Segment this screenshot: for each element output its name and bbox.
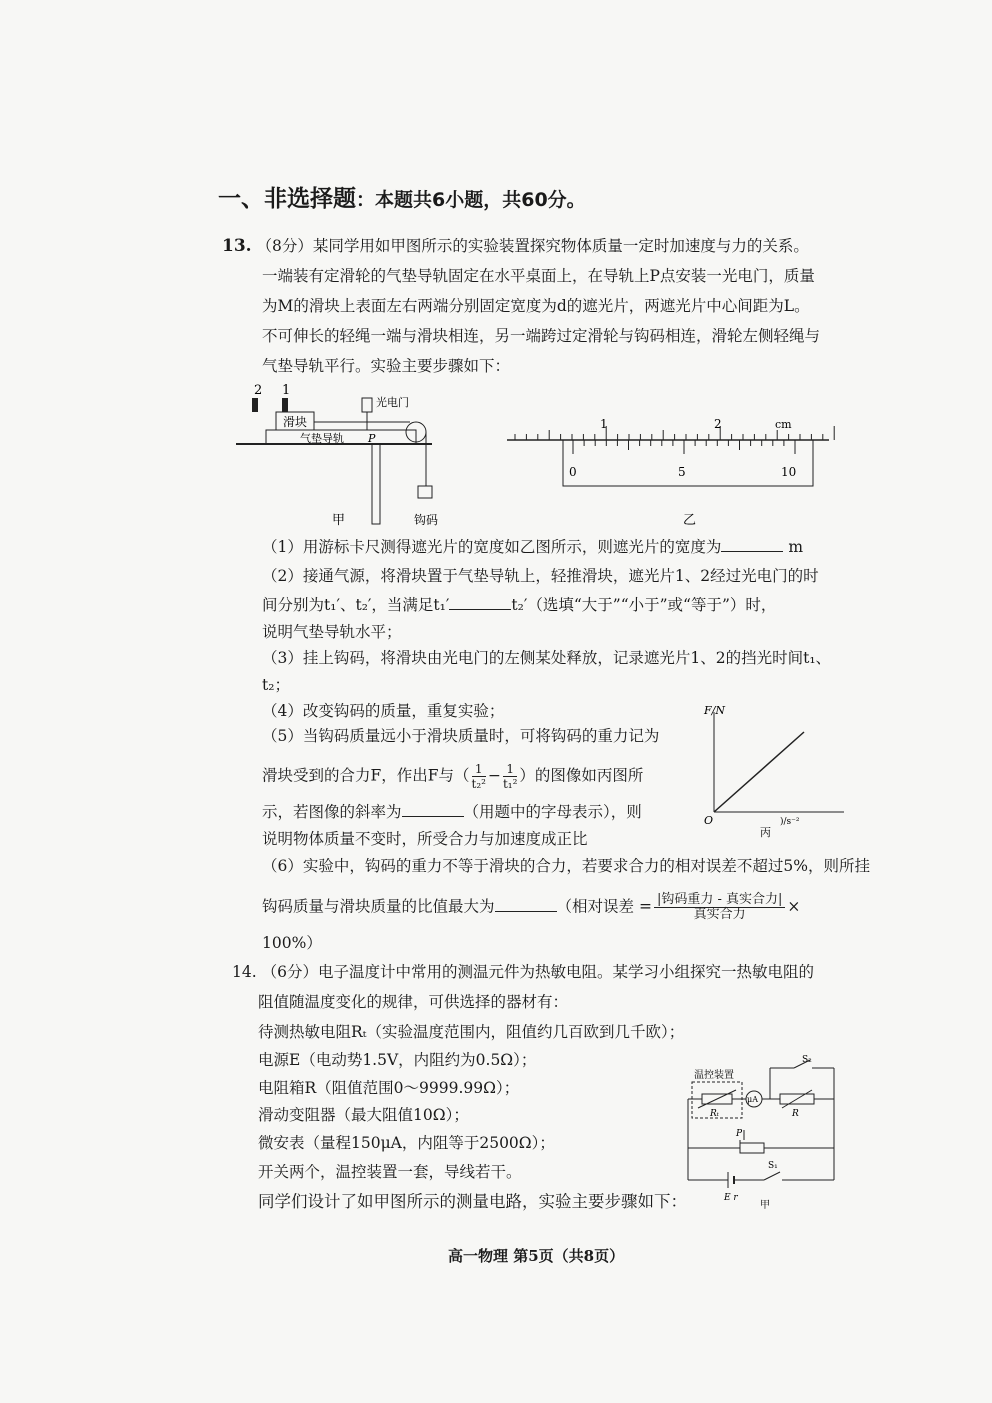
vernier-main-1: 1 xyxy=(600,417,608,431)
step-5c-pre: 示，若图像的斜率为 xyxy=(262,803,402,821)
shutter-2 xyxy=(252,398,258,412)
circuit-p: P xyxy=(736,1129,743,1139)
circuit-e: E r xyxy=(724,1193,738,1203)
q14-text-4: 电源E（电动势1.5V，内阻约为0.5Ω）； xyxy=(258,1051,537,1069)
answer-blank-3[interactable] xyxy=(402,802,464,817)
fraction-1-over-t1: $\frac{1}{\text{t₁²}}$ xyxy=(502,762,518,791)
vernier-unit: cm xyxy=(775,418,792,431)
q13-points: （8分） xyxy=(256,237,313,255)
step-6b-mid: （相对误差 = xyxy=(556,897,652,916)
q13-step-6a: （6）实验中，钩码的重力不等于滑块的合力，若要求合力的相对误差不超过5%，则所挂 xyxy=(262,857,870,875)
q13-step-6c: 100%） xyxy=(262,934,322,952)
q13-number: 13. xyxy=(222,236,252,256)
figure-yi-vernier xyxy=(505,410,835,530)
q13-step-6b xyxy=(262,893,800,922)
q14-number: 14. xyxy=(232,963,257,981)
photogate xyxy=(362,398,372,412)
graph-xlabel: )/s⁻² xyxy=(780,817,800,827)
step-1-text: （1）用游标卡尺测得遮光片的宽度如乙图所示，则遮光片的宽度为 xyxy=(262,538,722,556)
vernier-0: 0 xyxy=(569,465,577,479)
circuit-meter: μA xyxy=(747,1095,758,1104)
step-1-unit: m xyxy=(788,538,804,556)
q13-step-5d: 说明物体质量不变时，所受合力与加速度成正比 xyxy=(262,830,588,848)
step-5c-post: （用题中的字母表示），则 xyxy=(463,803,642,821)
q13-step-5b: 滑块受到的合力F，作出F与（ $\frac{1}{\text{t₂²}}$ − $\frac{1}{\text{t₁²}}$ ）的图像如丙图所 xyxy=(262,762,644,791)
fig-jia-point: P xyxy=(368,432,376,445)
vernier-scale-ticks xyxy=(573,440,795,454)
section-title xyxy=(218,180,586,213)
q14-text-5: 电阻箱R（阻值范围0～9999.99Ω）； xyxy=(258,1079,520,1097)
q14-text-1: 电子温度计中常用的测温元件为热敏电阻。某学习小组探究一热敏电阻的 xyxy=(317,963,814,981)
q14-text-7: 微安表（量程150μA，内阻等于2500Ω）； xyxy=(258,1134,555,1152)
graph-line xyxy=(714,732,804,812)
circuit-s1: S₁ xyxy=(768,1161,778,1171)
q13-line-1 xyxy=(222,236,809,256)
answer-blank-2[interactable] xyxy=(449,595,511,610)
q13-step-3a: （3）挂上钩码，将滑块由光电门的左侧某处释放，记录遮光片1、2的挡光时间t₁、 xyxy=(262,649,832,667)
q13-stem-4: 不可伸长的轻绳一端与滑块相连，另一端跨过定滑轮与钩码相连，滑轮左侧轻绳与 xyxy=(262,327,821,345)
q13-stem-3: 为M的滑块上表面左右两端分别固定宽度为d的遮光片，两遮光片中心间距为L。 xyxy=(262,297,810,315)
q14-text-3: 待测热敏电阻Rₜ（实验温度范围内，阻值约几百欧到几千欧）； xyxy=(258,1023,685,1041)
q13-step-2c: 说明气垫导轨水平； xyxy=(262,623,402,641)
vernier-main-2: 2 xyxy=(714,417,722,431)
circuit-rt: Rₜ xyxy=(710,1109,719,1119)
q13-step-4: （4）改变钩码的质量，重复实验； xyxy=(262,702,505,720)
figure-circuit xyxy=(684,1054,852,1210)
graph-caption: 丙 xyxy=(760,826,771,839)
answer-blank-1[interactable] xyxy=(721,537,783,552)
fraction-1-over-t2: $\frac{1}{\text{t₂²}}$ xyxy=(471,762,486,791)
vernier-slider xyxy=(563,440,813,486)
fig-jia-gate: 光电门 xyxy=(376,396,409,409)
step-5b-pre: 滑块受到的合力F，作出F与（ xyxy=(262,766,470,785)
shutter-1 xyxy=(282,398,288,412)
weight xyxy=(418,486,432,498)
fig-jia-weight: 钩码 xyxy=(414,513,439,527)
rheostat xyxy=(740,1143,764,1153)
step-5b-post: ）的图像如丙图所 xyxy=(519,766,644,785)
graph-ylabel: F/N xyxy=(704,704,725,717)
answer-blank-4[interactable] xyxy=(495,897,557,912)
q13-step-3b: t₂； xyxy=(262,676,290,694)
circuit-box-label: 温控装置 xyxy=(694,1070,734,1081)
q13-stem-1: 某同学用如甲图所示的实验装置探究物体质量一定时加速度与力的关系。 xyxy=(312,237,809,255)
section-title-main: 一、非选择题 xyxy=(218,186,356,212)
step-6b-pre: 钩码质量与滑块质量的比值最大为 xyxy=(262,897,495,916)
fig-jia-slider: 滑块 xyxy=(283,415,308,429)
graph-origin: O xyxy=(704,814,714,827)
table-leg xyxy=(372,444,380,524)
q14-text-9: 同学们设计了如甲图所示的测量电路，实验主要步骤如下： xyxy=(258,1192,687,1211)
figure-jia-apparatus xyxy=(232,378,472,528)
vernier-10: 10 xyxy=(781,465,797,479)
q13-stem-5: 气垫导轨平行。实验主要步骤如下： xyxy=(262,357,511,375)
section-subtitle: ：本题共6小题，共60分。 xyxy=(356,189,586,211)
step-2b-pre: 间分别为t₁′、t₂′，当满足t₁′ xyxy=(262,596,450,614)
q14-text-2: 阻值随温度变化的规律，可供选择的器材有： xyxy=(258,993,569,1011)
q14-line-1 xyxy=(232,962,814,982)
q13-step-2a: （2）接通气源，将滑块置于气垫导轨上，轻推滑块，遮光片1、2经过光电门的时 xyxy=(262,567,819,585)
circuit-r: R xyxy=(792,1109,799,1119)
fig-jia-caption: 甲 xyxy=(332,513,346,528)
page-footer: 高一物理 第5页（共8页） xyxy=(448,1247,625,1265)
fig-jia-rail: 气垫导轨 xyxy=(300,432,344,445)
relative-error-fraction: $\frac{\text{|钩码重力 - 真实合力|}}{\text{真实合力}}$ xyxy=(654,893,785,922)
circuit-s2: S₂ xyxy=(802,1055,812,1065)
fig-jia-label-2: 2 xyxy=(254,383,263,398)
vernier-5: 5 xyxy=(678,465,686,479)
q13-step-5c xyxy=(262,802,642,822)
figure-bing-graph xyxy=(700,700,850,840)
q13-stem-2: 一端装有定滑轮的气垫导轨固定在水平桌面上，在导轨上P点安装一光电门，质量 xyxy=(262,267,815,285)
switch-s1 xyxy=(764,1172,780,1180)
q13-step-2b xyxy=(262,595,776,615)
circuit-caption: 甲 xyxy=(760,1200,770,1210)
q13-step-1 xyxy=(262,537,803,557)
q14-text-8: 开关两个，温控装置一套，导线若干。 xyxy=(258,1163,522,1181)
q14-points: （6分） xyxy=(261,963,318,981)
q13-step-5a: （5）当钩码质量远小于滑块质量时，可将钩码的重力记为 xyxy=(262,727,660,745)
step-2b-post: t₂′（选填“大于”“小于”或“等于”）时， xyxy=(511,596,777,614)
fig-yi-caption: 乙 xyxy=(683,513,697,528)
fig-jia-label-1: 1 xyxy=(282,383,291,398)
step-6b-post: × xyxy=(787,897,801,916)
q14-text-6: 滑动变阻器（最大阻值10Ω）； xyxy=(258,1106,469,1124)
